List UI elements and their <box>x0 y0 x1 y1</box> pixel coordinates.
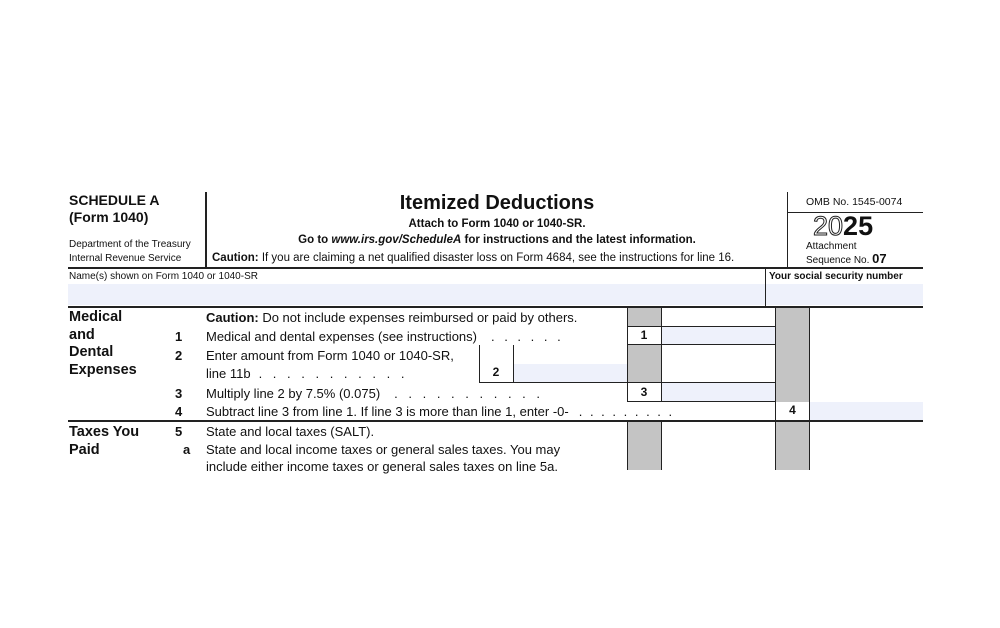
line-number: 5 <box>175 424 183 439</box>
leader-dots: . . . . . . <box>490 329 561 344</box>
divider <box>775 308 776 470</box>
instructions-link[interactable]: www.irs.gov/ScheduleA <box>331 234 462 246</box>
schedule-label: SCHEDULE A <box>69 192 160 208</box>
attachment-label: Attachment <box>806 241 857 252</box>
instructions-note <box>207 234 787 247</box>
line-4-row <box>206 404 672 419</box>
shaded-cell <box>627 422 661 470</box>
goto-pre: Go to <box>298 234 332 246</box>
medical-caution <box>206 310 577 325</box>
caution-label: Caution: <box>206 310 259 325</box>
divider <box>661 422 662 470</box>
ssn-label: Your social security number <box>769 271 903 282</box>
line-number: 3 <box>175 386 183 401</box>
divider <box>809 308 810 470</box>
line-1-amount-input[interactable] <box>662 327 775 344</box>
line-3-amount-input[interactable] <box>662 383 775 401</box>
names-label: Name(s) shown on Form 1040 or 1040-SR <box>69 271 258 282</box>
divider <box>787 192 788 267</box>
box-number: 4 <box>789 403 796 417</box>
leader-dots: . . . . . . . . . . . <box>394 386 541 401</box>
line-number: 2 <box>175 348 183 363</box>
goto-post: for instructions and the latest information. <box>461 234 696 246</box>
divider <box>68 420 923 422</box>
sequence-label <box>806 252 887 268</box>
line-number: 4 <box>175 404 183 419</box>
omb-number: OMB No. 1545-0074 <box>806 196 903 208</box>
dept-label: Department of the Treasury <box>69 239 191 250</box>
box-number: 2 <box>492 365 500 379</box>
line-2-text: Enter amount from Form 1040 or 1040-SR, <box>206 348 454 363</box>
line-5a-text: State and local income taxes or general sales taxes. You may <box>206 442 561 457</box>
irs-label: Internal Revenue Service <box>69 253 182 264</box>
line-5a-text-cont: include either income taxes or general sales taxes on line 5a. <box>206 459 558 474</box>
line-2-row <box>206 366 404 381</box>
divider <box>627 401 775 402</box>
section-word: Paid <box>69 441 100 458</box>
line-1-row <box>206 329 561 344</box>
line-letter: a <box>183 442 191 457</box>
line-4-amount-input[interactable] <box>810 402 923 420</box>
line-3-text: Multiply line 2 by 7.5% (0.075) <box>206 386 381 401</box>
caution-text: Do not include expenses reimbursed or paid by others. <box>258 310 578 325</box>
shaded-cell <box>775 308 809 402</box>
section-word: and <box>69 326 95 343</box>
line-2-text-cont: line 11b <box>206 366 251 381</box>
caution-label: Caution: <box>212 252 259 264</box>
ssn-input[interactable] <box>766 284 923 305</box>
line-1-text: Medical and dental expenses (see instructions) <box>206 329 477 344</box>
box-number: 3 <box>640 385 648 399</box>
sequence-number: 07 <box>872 251 887 266</box>
shaded-cell <box>627 308 661 326</box>
line-3-row <box>206 386 540 401</box>
shaded-cell <box>775 422 809 470</box>
section-word: Medical <box>69 309 123 325</box>
leader-dots: . . . . . . . . . . . <box>258 366 405 381</box>
divider <box>68 267 923 269</box>
section-word: Dental <box>69 344 114 360</box>
box-number: 1 <box>640 328 648 342</box>
names-input[interactable] <box>68 284 765 305</box>
taxes-section-label <box>69 424 139 459</box>
section-word: Taxes You <box>69 424 140 440</box>
attach-note: Attach to Form 1040 or 1040-SR. <box>408 218 586 230</box>
shaded-cell <box>627 345 661 383</box>
sequence-text: Sequence No. <box>806 255 870 266</box>
caution-text: If you are claiming a net qualified disaster loss on Form 4684, see the instructions for line 16. <box>258 252 735 264</box>
divider <box>627 422 628 470</box>
line-number: 1 <box>175 329 183 344</box>
form-label: (Form 1040) <box>69 209 149 225</box>
year-bold: 25 <box>843 211 874 241</box>
year-outline: 20 <box>813 211 844 241</box>
line-4-text: Subtract line 3 from line 1. If line 3 is more than line 1, enter -0- <box>206 404 569 419</box>
line-5-text: State and local taxes (SALT). <box>206 424 375 439</box>
section-word: Expenses <box>69 361 137 378</box>
page-title: Itemized Deductions <box>399 192 595 214</box>
tax-year <box>813 213 873 240</box>
disaster-caution <box>212 252 734 265</box>
leader-dots: . . . . . . . . . <box>578 404 673 419</box>
medical-section-label <box>69 309 137 379</box>
line-2-amount-input[interactable] <box>514 364 627 382</box>
divider <box>627 344 775 345</box>
